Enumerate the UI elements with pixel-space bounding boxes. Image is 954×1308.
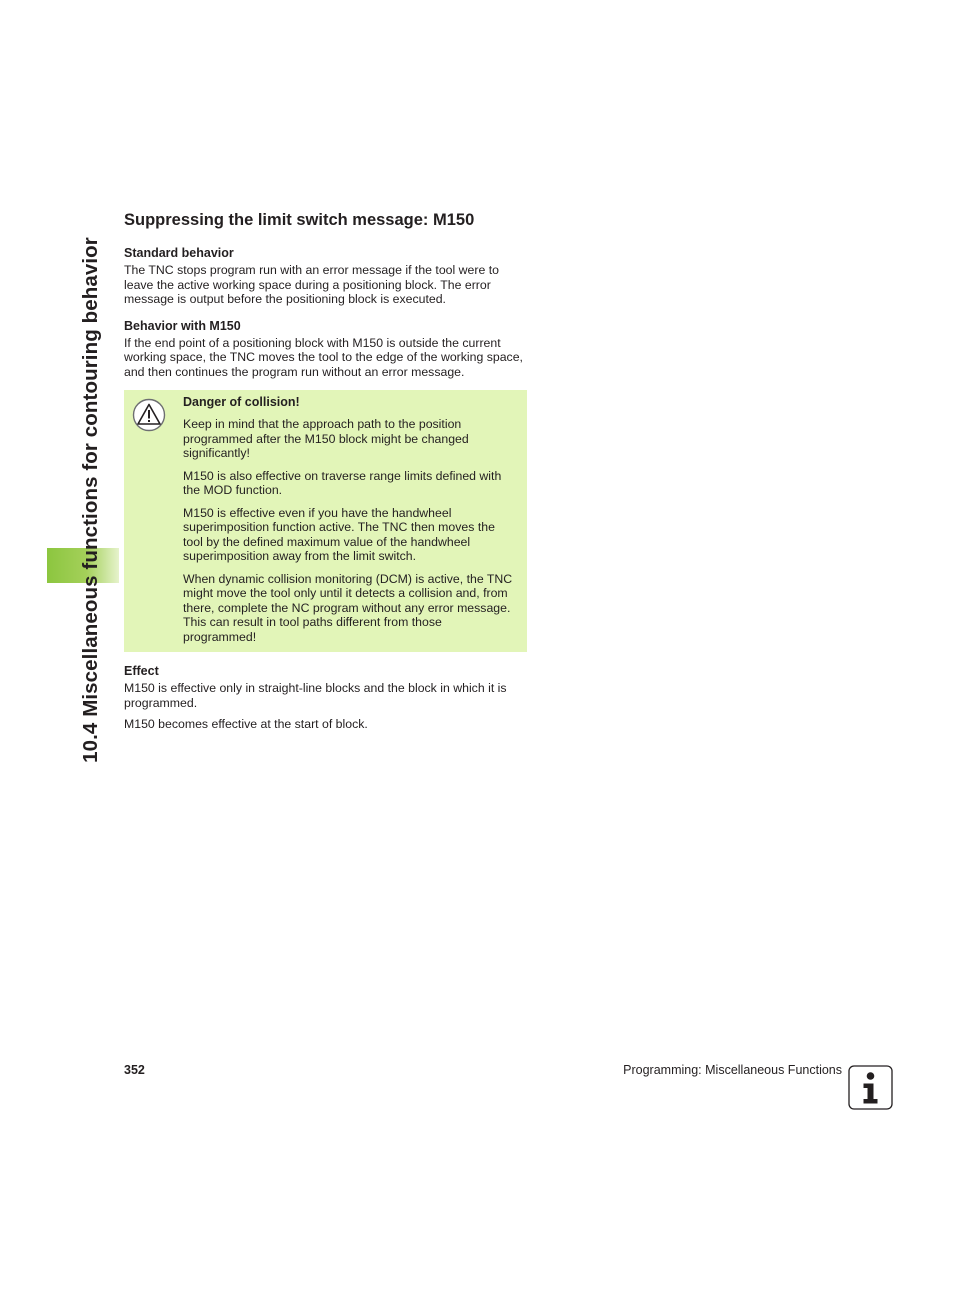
- effect-paragraph: M150 becomes effective at the start of block.: [124, 717, 368, 731]
- effect-heading: Effect: [124, 664, 159, 678]
- section-heading: Suppressing the limit switch message: M150: [124, 211, 475, 229]
- warning-paragraph: M150 is effective even if you have the handwheel superimposition function active. The TNC then moves the tool by the defined maximum value of the handwheel superimposition away from the limit switch.: [183, 505, 495, 563]
- info-icon: [848, 1065, 893, 1110]
- collision-warning-box: [124, 390, 527, 652]
- footer-chapter-title: Programming: Miscellaneous Functions: [623, 1063, 842, 1077]
- main-content: [124, 209, 524, 739]
- standard-behavior-text: The TNC stops program run with an error message if the tool were to leave the active working space during a positioning block. The error message is output before the positioning block is executed.: [124, 263, 499, 306]
- warning-paragraph: When dynamic collision monitoring (DCM) is active, the TNC might move the tool only until it detects a collision and, from there, complete the NC program without any error message. This can result in tool paths different from those programmed!: [183, 571, 513, 644]
- effect-paragraph: M150 is effective only in straight-line blocks and the block in which it is programmed.: [124, 681, 507, 710]
- warning-title: Danger of collision!: [183, 395, 300, 409]
- page-number: 352: [124, 1063, 145, 1077]
- warning-paragraph: M150 is also effective on traverse range limits defined with the MOD function.: [183, 468, 502, 497]
- chapter-side-title: 10.4 Miscellaneous functions for contouring behavior: [79, 237, 102, 763]
- m150-behavior-text: If the end point of a positioning block with M150 is outside the current working space, the TNC moves the tool to the edge of the working space, and then continues the program run without an error message.: [124, 335, 523, 379]
- m150-behavior-heading: Behavior with M150: [124, 318, 241, 333]
- warning-paragraph: Keep in mind that the approach path to the position programmed after the M150 block might be changed significantly!: [183, 417, 469, 460]
- standard-behavior-heading: Standard behavior: [124, 246, 234, 260]
- warning-triangle-icon: [132, 398, 166, 432]
